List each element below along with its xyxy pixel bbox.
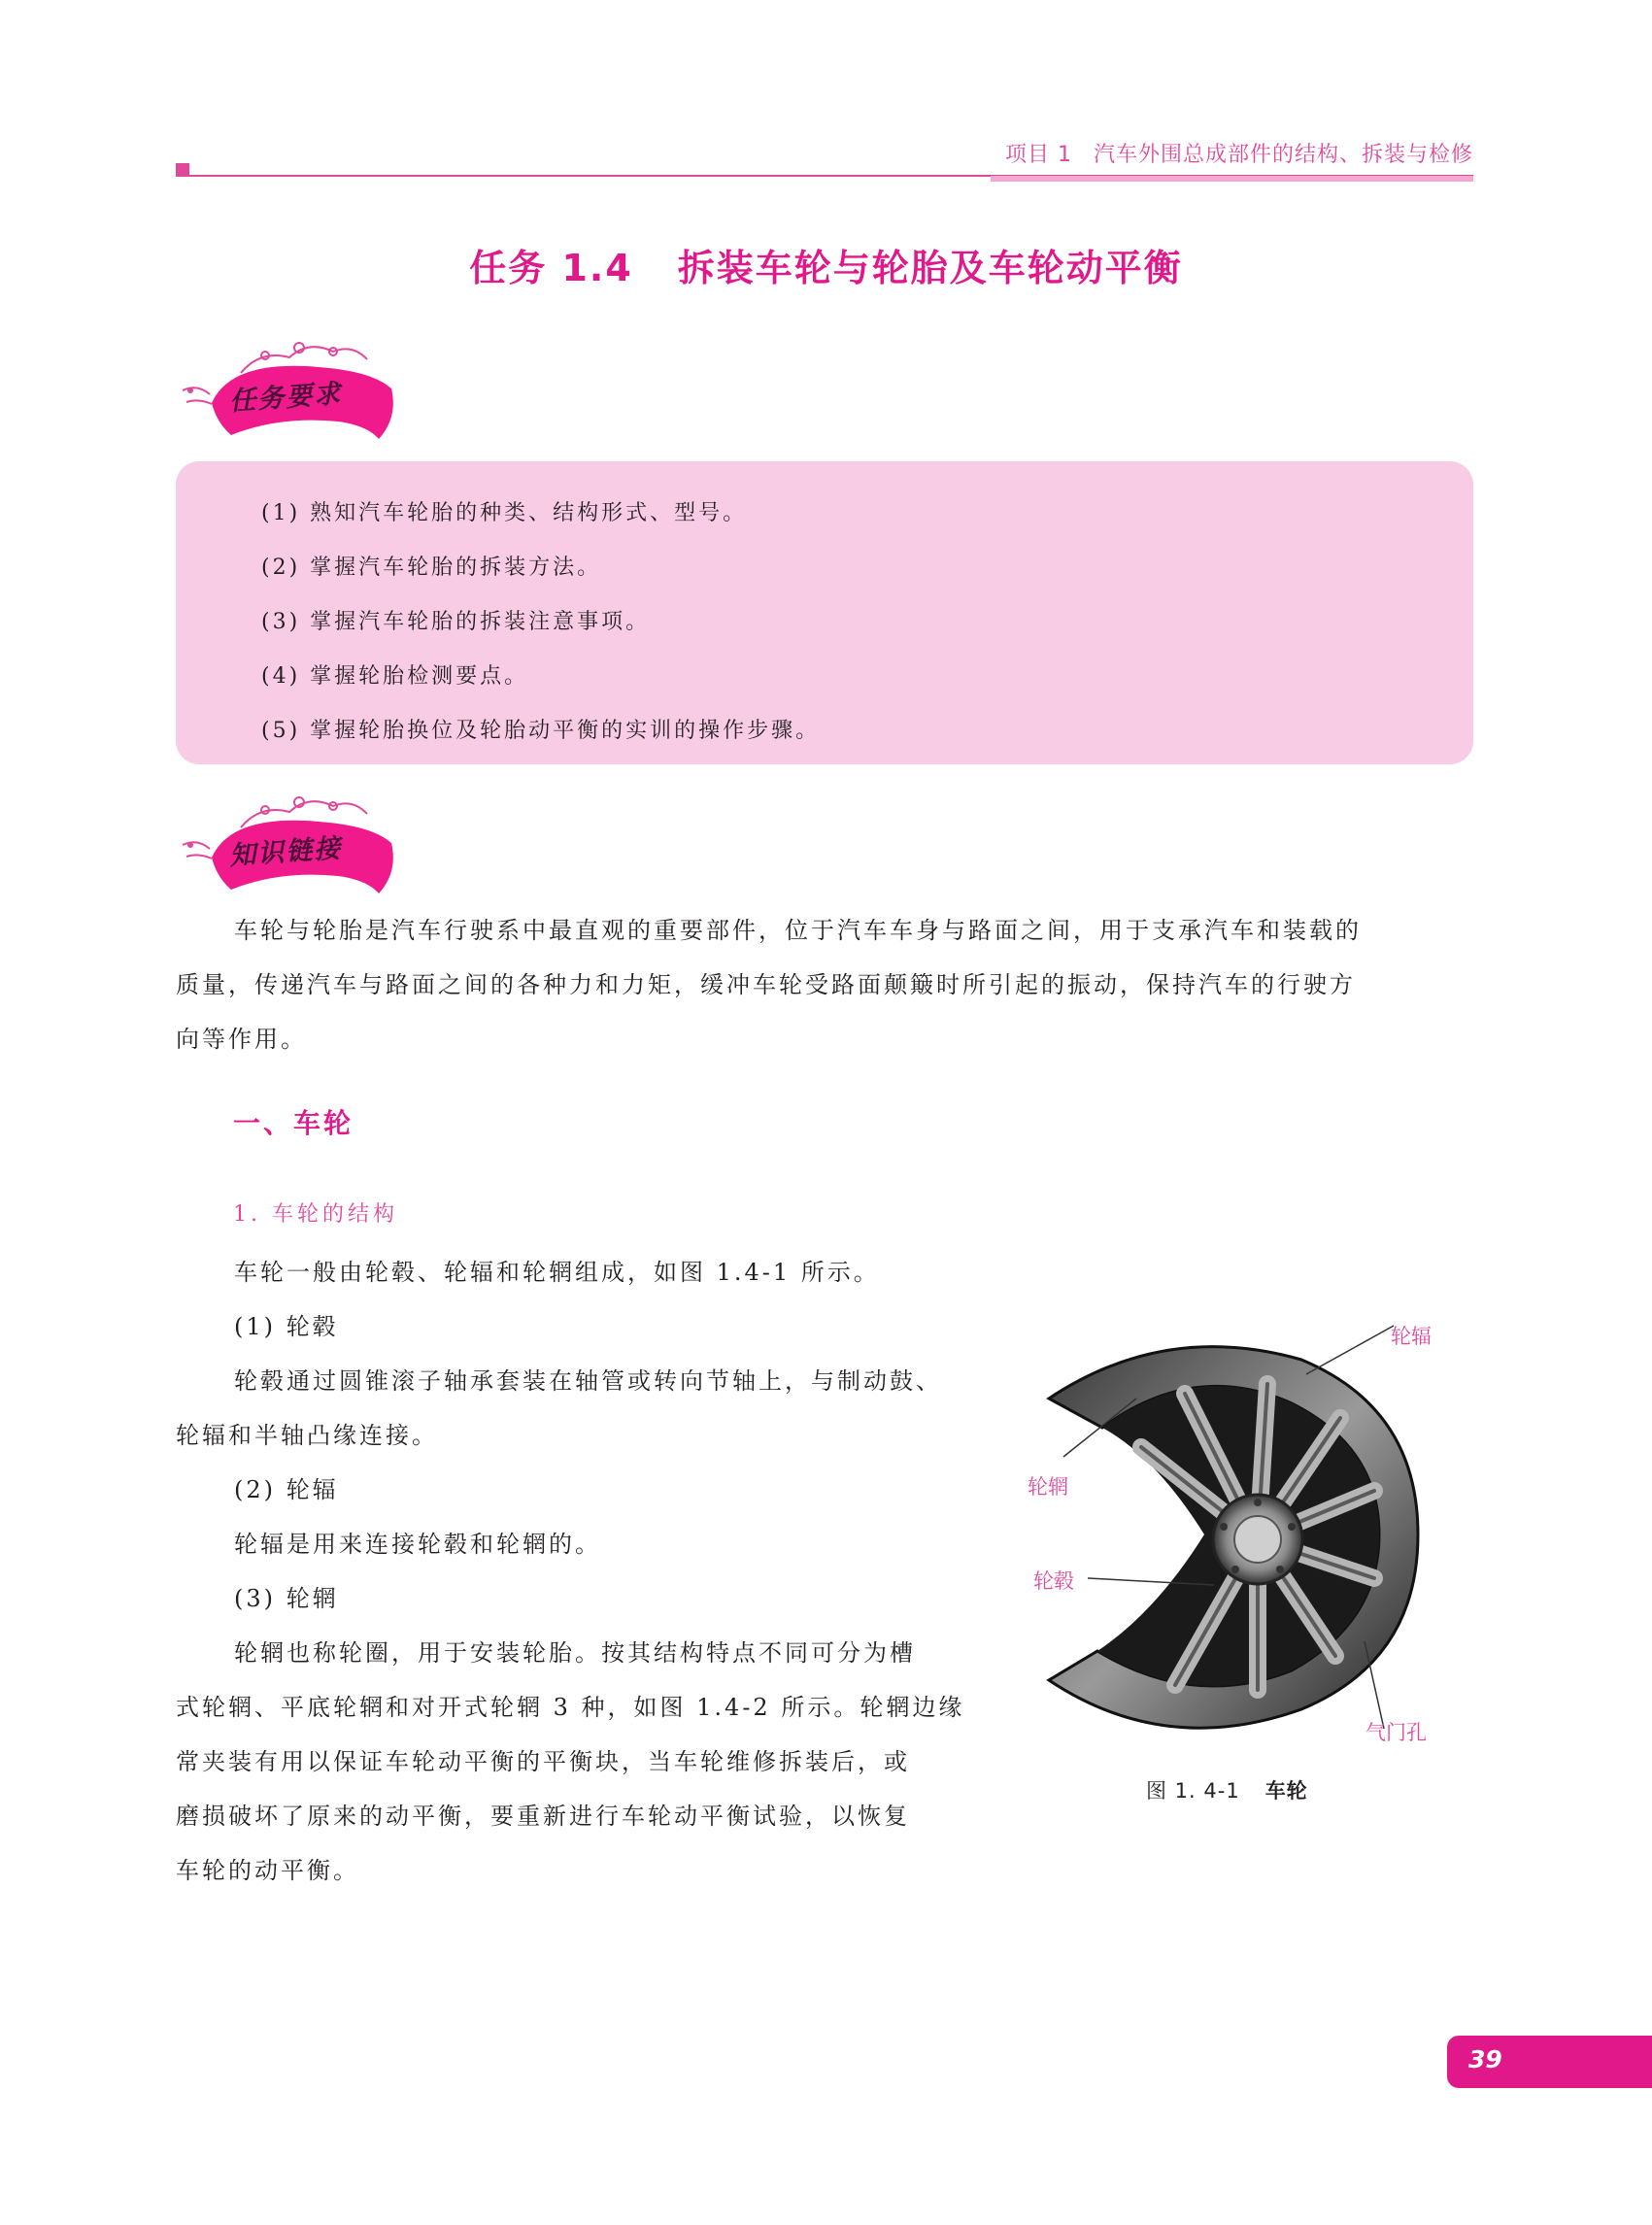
text-line: 常夹装有用以保证车轮动平衡的平衡块，当车轮维修拆装后，或 bbox=[176, 1748, 910, 1775]
text-line: (1) 轮毂 bbox=[234, 1313, 339, 1340]
text-line: 式轮辋、平底轮辋和对开式轮辋 3 种，如图 1.4-2 所示。轮辋边缘 bbox=[176, 1694, 965, 1721]
list-item: (4) 掌握轮胎检测要点。 bbox=[261, 664, 529, 689]
header-rule-accent bbox=[991, 176, 1473, 182]
label-rim: 轮辋 bbox=[1028, 1475, 1068, 1499]
wheel-figure bbox=[1010, 1301, 1467, 1768]
knowledge-badge bbox=[173, 785, 406, 911]
page-number-tab bbox=[1447, 2036, 1652, 2088]
page-title bbox=[0, 238, 1652, 291]
section-heading: 一、车轮 bbox=[233, 1107, 354, 1139]
task-name: 拆装车轮与轮胎及车轮动平衡 bbox=[677, 247, 1183, 289]
chapter-title: 汽车外围总成部件的结构、拆装与检修 bbox=[1093, 143, 1473, 167]
requirements-badge bbox=[173, 330, 406, 456]
sub-heading: 1. 车轮的结构 bbox=[233, 1202, 398, 1227]
text-line: 轮辐和半轴凸缘连接。 bbox=[176, 1422, 438, 1449]
label-valve-hole: 气门孔 bbox=[1365, 1721, 1427, 1744]
caption-number: 图 1. 4-1 bbox=[1146, 1779, 1240, 1803]
caption-title: 车轮 bbox=[1264, 1779, 1308, 1803]
intro-paragraph bbox=[176, 903, 1477, 1066]
figure-caption bbox=[1146, 1775, 1308, 1804]
header-marker bbox=[176, 163, 189, 177]
project-label: 项目 1 bbox=[1004, 143, 1072, 167]
text-line: 车轮的动平衡。 bbox=[176, 1857, 359, 1884]
list-item: (5) 掌握轮胎换位及轮胎动平衡的实训的操作步骤。 bbox=[261, 719, 821, 743]
text-line: 轮辋也称轮圈，用于安装轮胎。按其结构特点不同可分为槽 bbox=[234, 1639, 916, 1667]
label-spoke: 轮辐 bbox=[1391, 1325, 1432, 1348]
text-line: 车轮一般由轮毂、轮辐和轮辋组成，如图 1.4-1 所示。 bbox=[234, 1259, 880, 1286]
text-line: 质量，传递汽车与路面之间的各种力和力矩，缓冲车轮受路面颠簸时所引起的振动，保持汽车的行驶方 bbox=[176, 971, 1356, 998]
text-line: (2) 轮辐 bbox=[234, 1476, 339, 1503]
text-line: (3) 轮辋 bbox=[234, 1585, 339, 1612]
text-line: 向等作用。 bbox=[176, 1026, 307, 1053]
page-number: 39 bbox=[1468, 2045, 1502, 2073]
text-line: 磨损破坏了原来的动平衡，要重新进行车轮动平衡试验，以恢复 bbox=[176, 1803, 910, 1830]
list-item: (3) 掌握汽车轮胎的拆装注意事项。 bbox=[261, 610, 651, 634]
list-item: (2) 掌握汽车轮胎的拆装方法。 bbox=[261, 556, 602, 580]
requirements-list bbox=[176, 461, 1473, 759]
task-number: 任务 1.4 bbox=[469, 247, 633, 289]
requirements-box bbox=[176, 461, 1473, 764]
text-line: 轮辐是用来连接轮毂和轮辋的。 bbox=[234, 1531, 601, 1558]
section-body bbox=[176, 1245, 1001, 1898]
text-line: 轮毂通过圆锥滚子轴承套装在轴管或转向节轴上，与制动鼓、 bbox=[234, 1367, 942, 1395]
badge-label: 知识链接 bbox=[228, 833, 344, 872]
running-header bbox=[1005, 138, 1473, 168]
text-line: 车轮与轮胎是汽车行驶系中最直观的重要部件，位于汽车车身与路面之间，用于支承汽车和装载的 bbox=[234, 917, 1362, 944]
label-hub: 轮毂 bbox=[1033, 1569, 1074, 1593]
list-item: (1) 熟知汽车轮胎的种类、结构形式、型号。 bbox=[261, 501, 748, 525]
badge-label: 任务要求 bbox=[228, 379, 344, 418]
